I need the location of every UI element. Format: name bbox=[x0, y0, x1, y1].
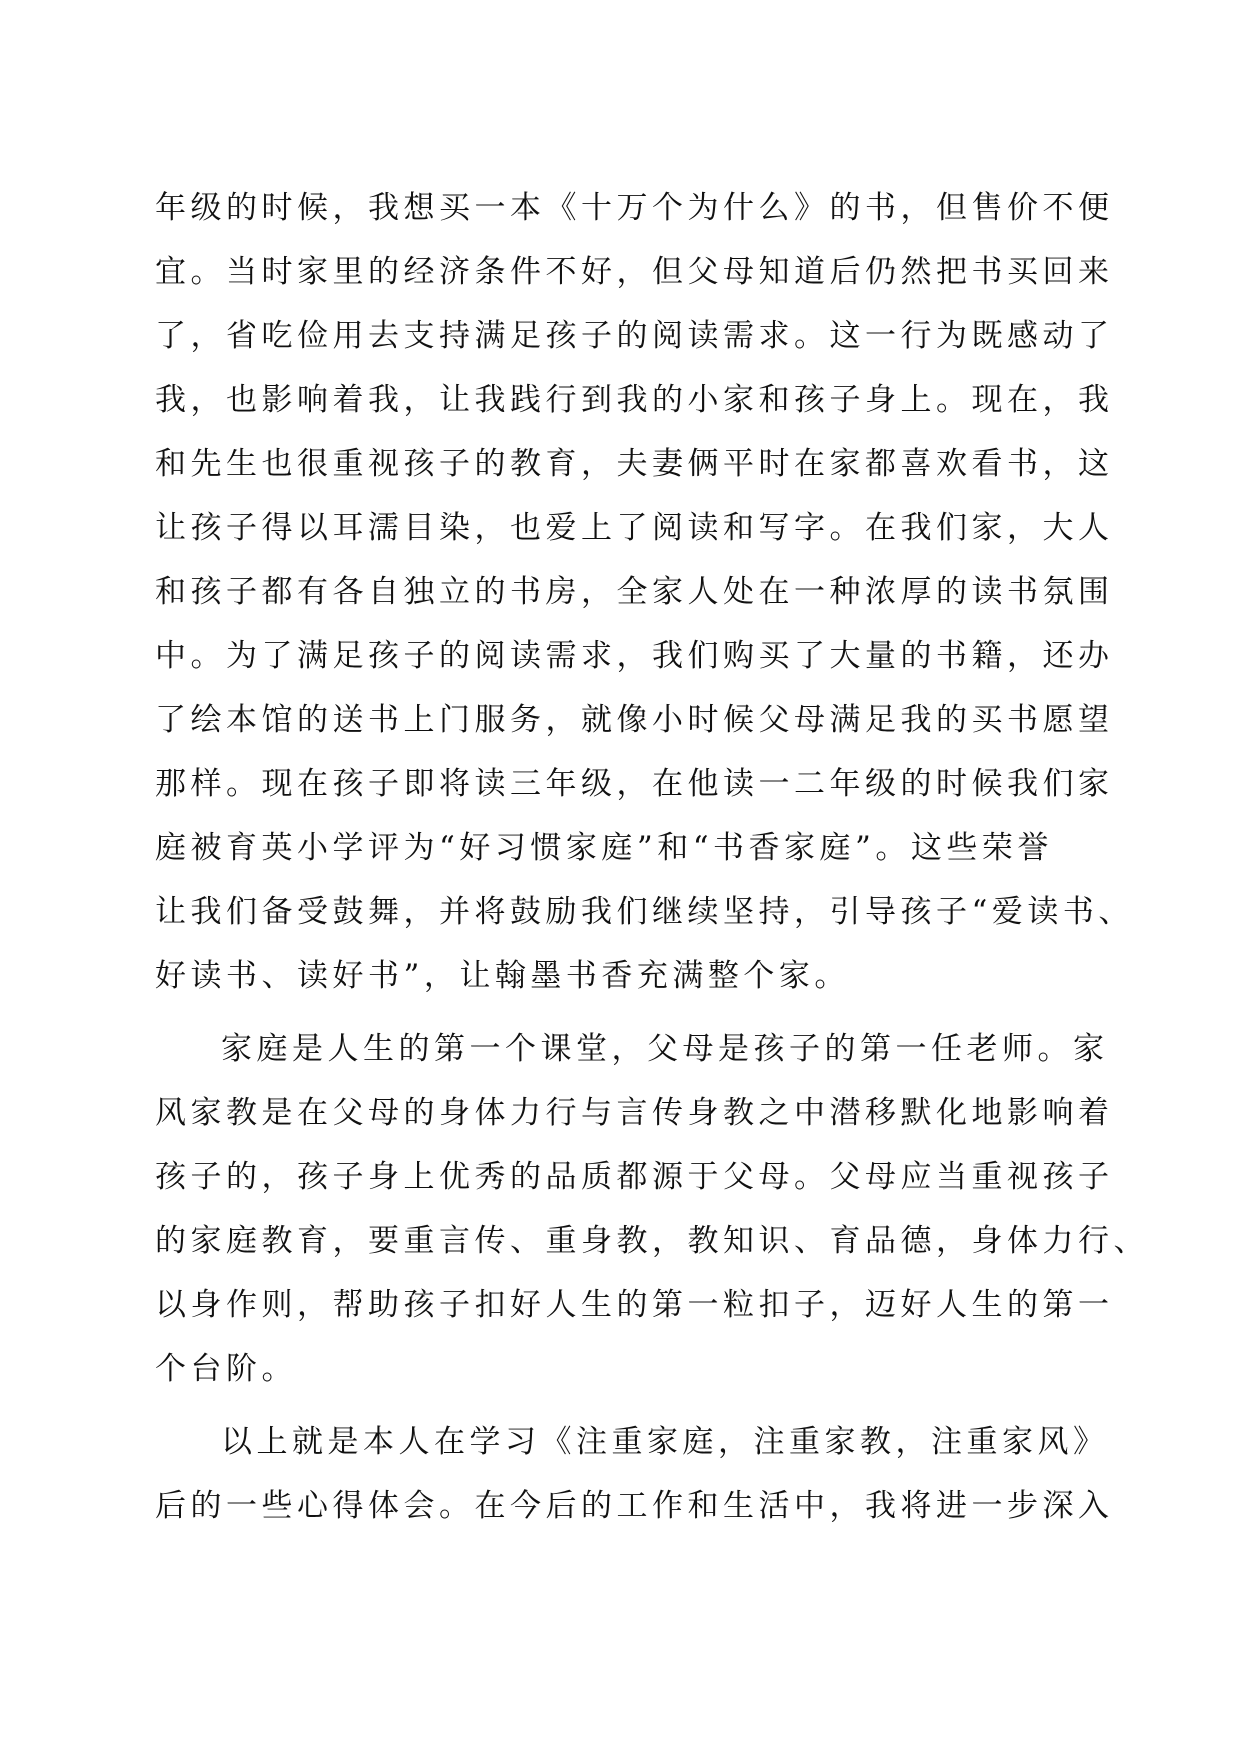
text-line-7: 和孩子都有各自独立的书房，全家人处在一种浓厚的读书氛围 bbox=[155, 574, 1114, 610]
text-line-20: 以上就是本人在学习《注重家庭，注重家教，注重家风》 bbox=[221, 1424, 1109, 1460]
text-line-15: 风家教是在父母的身体力行与言传身教之中潜移默化地影响着 bbox=[155, 1095, 1114, 1131]
text-line-9: 了绘本馆的送书上门服务，就像小时候父母满足我的买书愿望 bbox=[155, 702, 1114, 738]
text-line-18: 以身作则，帮助孩子扣好人生的第一粒扣子，迈好人生的第一 bbox=[155, 1287, 1114, 1323]
text-line-8: 中。为了满足孩子的阅读需求，我们购买了大量的书籍，还办 bbox=[155, 638, 1114, 674]
text-line-10: 那样。现在孩子即将读三年级，在他读一二年级的时候我们家 bbox=[155, 766, 1114, 802]
text-line-12: 让我们备受鼓舞，并将鼓励我们继续坚持，引导孩子“爱读书、 bbox=[155, 894, 1134, 930]
text-line-6: 让孩子得以耳濡目染，也爱上了阅读和写字。在我们家，大人 bbox=[155, 510, 1114, 546]
text-line-16: 孩子的，孩子身上优秀的品质都源于父母。父母应当重视孩子 bbox=[155, 1159, 1114, 1195]
text-line-14: 家庭是人生的第一个课堂，父母是孩子的第一任老师。家 bbox=[221, 1031, 1109, 1067]
text-line-2: 宜。当时家里的经济条件不好，但父母知道后仍然把书买回来 bbox=[155, 254, 1114, 290]
text-line-17: 的家庭教育，要重言传、重身教，教知识、育品德，身体力行、 bbox=[155, 1223, 1149, 1259]
text-line-5: 和先生也很重视孩子的教育，夫妻俩平时在家都喜欢看书，这 bbox=[155, 446, 1114, 482]
text-line-11: 庭被育英小学评为“好习惯家庭”和“书香家庭”。这些荣誉 bbox=[155, 830, 1053, 866]
text-line-21: 后的一些心得体会。在今后的工作和生活中，我将进一步深入 bbox=[155, 1488, 1114, 1524]
text-line-1: 年级的时候，我想买一本《十万个为什么》的书，但售价不便 bbox=[155, 190, 1114, 226]
text-line-3: 了，省吃俭用去支持满足孩子的阅读需求。这一行为既感动了 bbox=[155, 318, 1114, 354]
text-line-4: 我，也影响着我，让我践行到我的小家和孩子身上。现在，我 bbox=[155, 382, 1114, 418]
text-line-13: 好读书、读好书”，让翰墨书香充满整个家。 bbox=[155, 958, 850, 994]
text-line-19: 个台阶。 bbox=[155, 1351, 297, 1387]
